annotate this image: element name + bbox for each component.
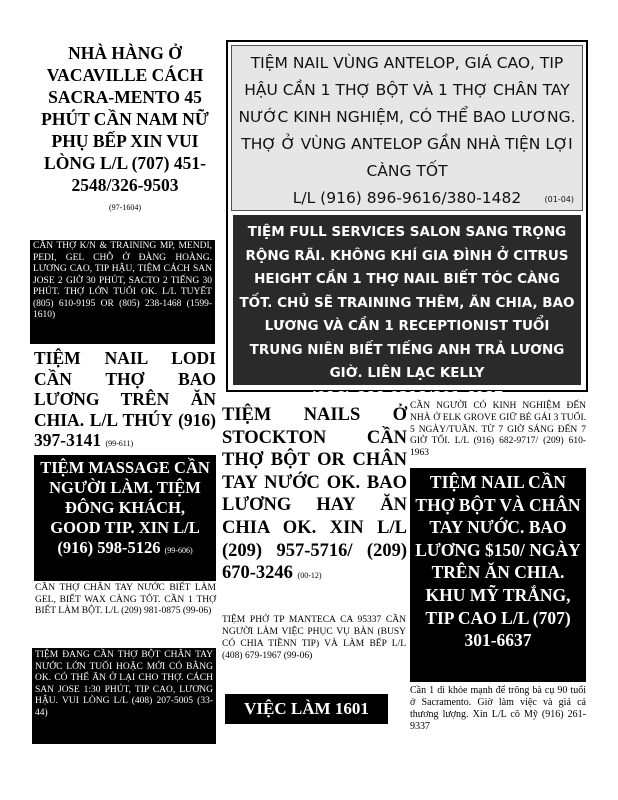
ad-massage [34,455,216,581]
section-header-viec-lam-label: VIỆC LÀM 1601 [244,699,369,718]
ad-nail-stockton [222,404,407,612]
ad-nail-san-jose-text: TIỆM ĐANG CẦN THỢ BỘT CHÂN TAY NƯỚC LỚN TUỔI HOẶC MỚI CÓ BẰNG OK. CÓ THỂ ĂN Ở LẠI CHO THỢ. CÁCH SAN JOSE 1:30 PHÚT, TIP CAO, LƯƠNG HẬU. VUI LÒNG L/L (408) 207-5005 (33-44) [35,650,213,718]
ad-babysitter-elk-grove [410,401,586,467]
ad-nail-antelope-text: TIỆM NAIL VÙNG ANTELOP, GIÁ CAO, TIP HẬU CẦN 1 THỢ BỘT VÀ 1 THỢ CHÂN TAY NƯỚC KINH NGHIỆM, CÓ THỂ BAO LƯƠNG. THỢ Ở VÙNG ANTELOP GẦN NHÀ TIỆN LỢI CÀNG TỐT [238,54,576,180]
ad-nail-antelope [231,45,583,211]
ad-salon-citrus-heights-phone: (916) 666-0218/801-6987 [310,388,504,405]
ad-vacaville-kitchen [30,42,220,238]
ad-nail-san-jose [32,648,216,744]
ad-nail-antelope-phone: L/L (916) 896-9616/380-1482 [292,189,522,207]
ad-elder-care-sacramento [410,685,586,745]
ad-massage-code: (99-606) [164,546,193,555]
ad-nail-lodi [34,348,216,454]
ad-elder-care-sacramento-text: Cần 1 dì khỏe mạnh để trông bà cụ 90 tuổi ở Sacramento. Giờ làm việc và giá cả thương lượng. Xin L/L cô Mỹ (916) 261-9337 [410,685,586,732]
ad-babysitter-elk-grove-text: CẦN NGƯỜI CÓ KINH NGHIỆM ĐẾN NHÀ Ở ELK GROVE GIỮ BÉ GÁI 3 TUỔI. 5 NGÀY/TUẦN. TỪ 7 GIỜ SÁNG ĐẾN 7 GIỜ TỐI. L/L (916) 682-9717/ (209) 610-1963 [410,401,586,459]
ad-vacaville-text: NHÀ HÀNG Ở VACAVILLE CÁCH SACRA-MENTO 45 PHÚT CẦN NAM NỮ PHỤ BẾP XIN VUI LÒNG L/L (707) 451-2548/326-9503 [41,43,209,195]
ad-nail-training-mp [30,240,215,344]
ad-salon-citrus-heights [233,215,581,405]
ad-massage-text: TIỆM MASSAGE CẦN NGƯỜI LÀM. TIỆM ĐÔNG KHÁCH, GOOD TIP. XIN L/L (916) 598-5126 [40,458,210,557]
ad-nail-stockton-code: (00-12) [297,571,322,581]
ad-nail-lodi-code: (99-611) [105,439,134,448]
ad-salon-citrus-heights-text: TIỆM FULL SERVICES SALON SANG TRỌNG RỘNG RÃI. KHÔNG KHÍ GIA ĐÌNH Ở CITRUS HEIGHT CẦN 1 THỢ NAIL BIẾT TÓC CÀNG TỐT. CHỦ SẼ TRAINING THÊM, ĂN CHIA, BAO LƯƠNG VÀ CẦN 1 RECEPTIONIST TUỔI TRUNG NIÊN BIẾT TIẾNG ANH TRẢ LƯƠNG GIỜ. LIÊN LẠC KELLY [239,224,575,381]
ad-nail-antelope-contact [238,185,576,212]
ad-nail-150-per-day [410,468,586,682]
ad-nail-stockton-text: TIỆM NAILS Ở STOCKTON CẦN THỢ BỘT OR CHÂN TAY NƯỚC OK. BAO LƯƠNG HAY ĂN CHIA OK. XIN L/L (209) 957-5716/ (209) 670-3246 [222,405,407,584]
ad-pho-manteca-text: TIỆM PHỞ TP MANTECA CA 95337 CẦN NGƯỜI LÀM VIỆC PHỤC VỤ BÀN (BUSY CÓ CHIA TIỀNN TIP) VÀ LÀM BẾP L/L (408) 679-1967 (99-06) [222,615,406,661]
ad-nail-lodi-text: TIỆM NAIL LODI CẦN THỢ BAO LƯƠNG TRÊN ĂN CHIA. L/L THÚY (916) 397-3141 [34,348,216,450]
ad-vacaville-code: (97-1604) [109,203,141,212]
ad-gel-wax-text: CẦN THỢ CHÂN TAY NƯỚC BIẾT LÀM GEL, BIẾT WAX CÀNG TỐT. CẦN 1 THỢ BIẾT LÀM BỘT. L/L (209) 981-0875 (99-06) [35,583,216,616]
ad-nail-150-per-day-text: TIỆM NAIL CẦN THỢ BỘT VÀ CHÂN TAY NƯỚC. BAO LƯƠNG $150/ NGÀY TRÊN ĂN CHIA. KHU MỸ TRẮNG, TIP CAO L/L (707) 301-6637 [415,472,581,651]
ad-pho-manteca [222,614,406,684]
ad-nail-antelope-code: (01-04) [544,195,574,204]
section-header-viec-lam [225,694,388,724]
ad-nail-training-mp-text: CẦN THỢ K/N & TRAINING MP, MENDI, PEDI, GEL CHỖ Ở ĐÀNG HOÀNG. LƯƠNG CAO, TIP HẬU, TIỆM CÁCH SAN JOSE 2 GIỜ 30 PHÚT, SACTO 2 TIẾNG 30 PHÚT. THỢ LỚN TUỔI OK. L/L TUYẾT (805) 610-9195 OR (805) 238-1468 (1599-1610) [33,241,212,320]
ad-gel-wax [35,583,216,647]
